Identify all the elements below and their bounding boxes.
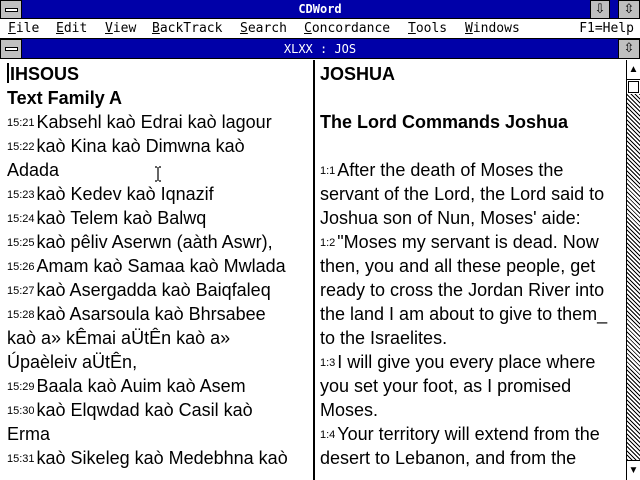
verse-text: Kabsehl kaò Edrai kaò lagour xyxy=(36,112,272,132)
menu-bar xyxy=(0,19,640,39)
left-pane-text-family-heading: Text Family A xyxy=(7,88,123,108)
verse-line xyxy=(7,326,313,350)
verse-line xyxy=(7,110,313,134)
verse-text: Joshua son of Nun, Moses' aide: xyxy=(320,208,581,228)
verse-text: Amam kaò Samaa kaò Mwlada xyxy=(36,256,286,276)
verse-line xyxy=(320,278,626,302)
verse-text: desert to Lebanon, and from the xyxy=(320,448,577,468)
app-minimize-button[interactable]: ⇩ xyxy=(590,0,610,19)
app-restore-button[interactable]: ⇳ xyxy=(618,0,640,19)
verse-text: kaò Kedev kaò Iqnazif xyxy=(36,184,214,204)
verse-text: After the death of Moses the xyxy=(337,160,564,180)
right-pane-book-heading: JOSHUA xyxy=(320,64,396,84)
scroll-track[interactable] xyxy=(627,94,640,460)
menu-backtrack[interactable]: BackTrack xyxy=(152,21,223,36)
verse-text: to the Israelites. xyxy=(320,328,448,348)
verse-number: 15:27 xyxy=(7,285,35,297)
app-titlebar[interactable] xyxy=(0,0,640,19)
verse-text: kaò Asarsoula kaò Bhrsabee xyxy=(36,304,266,324)
verse-text: kaò Sikeleg kaò Medebhna kaò xyxy=(36,448,288,468)
verse-number: 15:21 xyxy=(7,117,35,129)
verse-text: kaò pêliv Aserwn (aàth Aswr), xyxy=(36,232,273,252)
verse-line xyxy=(7,374,313,398)
verse-line xyxy=(7,422,313,446)
verse-line xyxy=(320,206,626,230)
verse-line xyxy=(320,350,626,374)
vertical-scrollbar[interactable] xyxy=(626,60,640,480)
verse-number: 15:24 xyxy=(7,213,35,225)
verse-line xyxy=(320,230,626,254)
document-restore-button[interactable]: ⇳ xyxy=(618,39,640,59)
verse-line xyxy=(7,230,313,254)
greek-text-pane[interactable] xyxy=(0,60,313,480)
document-title: XLXX : JOS xyxy=(283,42,357,56)
verse-number: 1:2 xyxy=(320,237,336,249)
verse-line xyxy=(320,158,626,182)
verse-line xyxy=(7,278,313,302)
verse-text: kaò Telem kaò Balwq xyxy=(36,208,207,228)
verse-line xyxy=(7,134,313,158)
app-title: CDWord xyxy=(298,2,342,16)
verse-line xyxy=(7,350,313,374)
verse-line xyxy=(320,422,626,446)
verse-number: 1:1 xyxy=(320,165,336,177)
menu-search[interactable]: Search xyxy=(240,21,287,36)
verse-text: "Moses my servant is dead. Now xyxy=(337,232,599,252)
verse-text: kaò Elqwdad kaò Casil kaò xyxy=(36,400,253,420)
english-text-pane[interactable] xyxy=(314,60,626,480)
verse-number: 15:30 xyxy=(7,405,35,417)
verse-line xyxy=(7,398,313,422)
verse-text: kaò a» kÊmai aÜtÊn kaò a» xyxy=(7,328,231,348)
menu-file[interactable]: File xyxy=(8,21,40,36)
verse-number: 15:25 xyxy=(7,237,35,249)
menu-concordance[interactable]: Concordance xyxy=(304,21,391,36)
verse-line xyxy=(7,254,313,278)
scroll-down-button[interactable]: ▼ xyxy=(627,460,640,480)
verse-number: 1:3 xyxy=(320,357,336,369)
verse-line xyxy=(320,326,626,350)
left-pane-book-heading: IHSOUS xyxy=(7,62,313,86)
verse-line xyxy=(7,206,313,230)
verse-text: Erma xyxy=(7,424,51,444)
verse-line xyxy=(7,182,313,206)
verse-line xyxy=(320,182,626,206)
verse-text: kaò Kina kaò Dimwna kaò xyxy=(36,136,245,156)
verse-line xyxy=(320,446,626,470)
menu-edit[interactable]: Edit xyxy=(56,21,88,36)
verse-number: 15:31 xyxy=(7,453,35,465)
menu-windows[interactable]: Windows xyxy=(465,21,520,36)
scroll-up-button[interactable]: ▲ xyxy=(627,60,640,80)
verse-number: 15:23 xyxy=(7,189,35,201)
menu-view[interactable]: View xyxy=(105,21,137,36)
verse-text: Baala kaò Auim kaò Asem xyxy=(36,376,246,396)
verse-number: 15:26 xyxy=(7,261,35,273)
spacer xyxy=(320,134,626,158)
menu-tools[interactable]: Tools xyxy=(408,21,448,36)
verse-text: you set your foot, as I promised xyxy=(320,376,572,396)
verse-text: Adada xyxy=(7,160,60,180)
verse-text: the land I am about to give to them_ xyxy=(320,304,608,324)
text-cursor xyxy=(7,63,9,83)
verse-line xyxy=(320,374,626,398)
verse-number: 1:4 xyxy=(320,429,336,441)
verse-number: 15:28 xyxy=(7,309,35,321)
scroll-thumb[interactable] xyxy=(628,81,639,93)
document-titlebar[interactable] xyxy=(0,39,640,59)
ibeam-cursor-icon xyxy=(154,166,162,182)
verse-text: kaò Asergadda kaò Baiqfaleq xyxy=(36,280,271,300)
verse-text: servant of the Lord, the Lord said to xyxy=(320,184,605,204)
verse-number: 15:22 xyxy=(7,141,35,153)
verse-text: ready to cross the Jordan River into xyxy=(320,280,605,300)
verse-text: Úpaèleiv aÜtÊn, xyxy=(7,352,138,372)
verse-line xyxy=(320,254,626,278)
verse-text: Your territory will extend from the xyxy=(337,424,600,444)
verse-line xyxy=(7,446,313,470)
verse-text: then, you and all these people, get xyxy=(320,256,596,276)
verse-line xyxy=(320,302,626,326)
verse-text: Moses. xyxy=(320,400,379,420)
verse-line xyxy=(320,398,626,422)
verse-text: I will give you every place where xyxy=(337,352,596,372)
spacer xyxy=(320,86,626,110)
verse-line xyxy=(7,302,313,326)
verse-number: 15:29 xyxy=(7,381,35,393)
right-pane-section-heading: The Lord Commands Joshua xyxy=(320,112,569,132)
help-hint: F1=Help xyxy=(579,21,634,36)
